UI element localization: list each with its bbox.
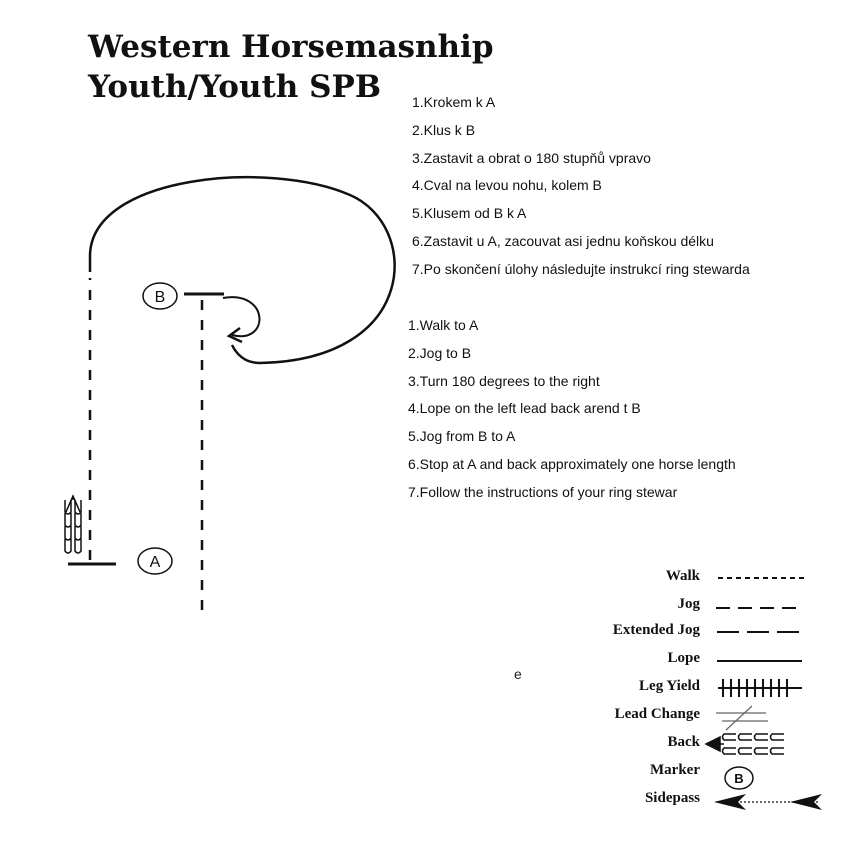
legend-lead-change-symbol [716, 706, 768, 730]
english-step: 3.Turn 180 degrees to the right [408, 372, 600, 389]
legend-jog-label: Jog [677, 596, 700, 612]
legend-extended-jog-label: Extended Jog [612, 622, 700, 638]
legend-sidepass-label: Sidepass [644, 790, 700, 806]
czech-step: 1.Krokem k A [412, 94, 496, 110]
pattern-subtitle: Youth/Youth SPB [88, 69, 382, 105]
turn-hook [223, 297, 259, 336]
marker-b-letter: B [154, 289, 166, 306]
legend-back-label: Back [667, 734, 700, 750]
legend-walk-label: Walk [665, 568, 700, 584]
marker-a [138, 548, 172, 574]
english-step: 6.Stop at A and back approximately one horse length [408, 455, 736, 472]
marker-b [143, 283, 177, 309]
legend-sidepass-symbol [714, 794, 822, 810]
legend-back-symbol [706, 734, 784, 754]
lope-path [90, 177, 395, 363]
stray-character: e [514, 666, 522, 682]
pattern-title: Western Horsemasnhip [88, 29, 494, 65]
czech-step: 2.Klus k B [412, 121, 476, 138]
czech-step: 4.Cval na levou nohu, kolem B [412, 177, 602, 194]
english-step: 1.Walk to A [408, 317, 479, 333]
marker-a-letter: A [149, 554, 161, 571]
english-step: 4.Lope on the left lead back arend t B [408, 400, 641, 417]
czech-step: 7.Po skončení úlohy následujte instrukcí ring stewarda [412, 260, 750, 277]
legend-marker-label: Marker [650, 762, 700, 778]
legend-marker-letter: B [734, 771, 744, 786]
english-step: 2.Jog to B [408, 344, 472, 361]
legend-lead-change-label: Lead Change [614, 706, 700, 722]
czech-step: 3.Zastavit a obrat o 180 stupňů vpravo [412, 149, 651, 166]
czech-step: 6.Zastavit u A, zacouvat asi jednu koňskou délku [412, 232, 714, 249]
english-step: 5.Jog from B to A [408, 428, 516, 445]
czech-step: 5.Klusem od B k A [412, 205, 527, 222]
english-step: 7.Follow the instructions of your ring stewar [408, 483, 678, 500]
legend-lope-label: Lope [667, 650, 700, 666]
legend-marker-symbol [725, 767, 753, 789]
back-symbol-pattern [65, 496, 81, 553]
legend-leg-yield-label: Leg Yield [639, 678, 700, 694]
legend-leg-yield-symbol [718, 679, 802, 697]
